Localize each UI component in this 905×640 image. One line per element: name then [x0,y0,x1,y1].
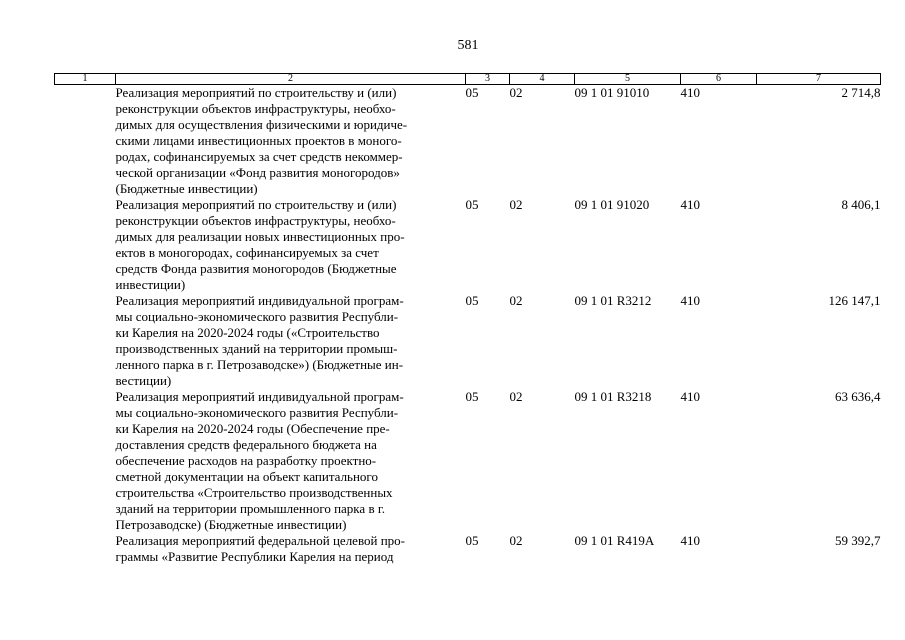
target-article-code: 09 1 01 91020 [574,197,650,212]
description-line: граммы «Развитие Республики Карелия на период [115,549,394,564]
amount-value: 63 636,4 [835,389,881,404]
subsection-code: 02 [509,85,523,100]
expense-type-code: 410 [680,85,700,100]
subsection-code: 02 [509,293,523,308]
description-line: Реализация мероприятий индивидуальной програм- [115,293,404,308]
expense-type-code: 410 [680,533,700,548]
expenditure-description [116,197,466,293]
row-index-cell [55,293,116,389]
expense-type-code: 410 [680,293,700,308]
target-article-code: 09 1 01 R419A [574,533,655,548]
section-code: 05 [465,197,479,212]
table-row [55,85,881,198]
table-row [55,197,881,293]
description-line: скими лицами инвестиционных проектов в моного- [115,133,402,148]
expenditure-description [116,389,466,533]
table-row [55,533,881,565]
expenditure-description [116,533,466,565]
target-article-code: 09 1 01 91010 [574,85,650,100]
target-article-code: 09 1 01 R3218 [574,389,652,404]
description-line: ческой организации «Фонд развития моногородов» [115,165,400,180]
description-line: мы социально-экономического развития Республи- [115,405,399,420]
section-code: 05 [465,389,479,404]
description-line: мы социально-экономического развития Республи- [115,309,399,324]
expenditure-description [116,85,466,198]
column-number-1: 1 [55,74,116,85]
page-number: 581 [457,38,479,53]
description-line: зданий на территории промышленного парка в г. [115,501,385,516]
description-line: ки Карелия на 2020-2024 годы (Обеспечение пре- [115,421,390,436]
description-line: обеспечение расходов на разработку проектно- [115,453,377,468]
description-line: Реализация мероприятий индивидуальной програм- [115,389,404,404]
row-index-cell [55,197,116,293]
amount-value: 8 406,1 [841,197,881,212]
column-number-7: 7 [757,74,881,85]
table-row [55,389,881,533]
expense-type-code: 410 [680,389,700,404]
amount-value: 2 714,8 [841,85,881,100]
amount-value: 126 147,1 [828,293,881,308]
description-line: реконструкции объектов инфраструктуры, необхо- [115,213,396,228]
column-number-2: 2 [116,74,466,85]
description-line: реконструкции объектов инфраструктуры, необхо- [115,101,396,116]
description-line: родах, софинансируемых за счет средств некоммер- [115,149,403,164]
description-line: димых для осуществления физическими и юридиче- [115,117,408,132]
target-article-code: 09 1 01 R3212 [574,293,652,308]
section-code: 05 [465,533,479,548]
description-line: ектов в моногородах, софинансируемых за счет [115,245,379,260]
description-line: Реализация мероприятий по строительству и (или) [115,85,397,100]
expenditure-description [116,293,466,389]
description-line: средств Фонда развития моногородов (Бюджетные [115,261,397,276]
description-line: Реализация мероприятий федеральной целевой про- [115,533,405,548]
subsection-code: 02 [509,197,523,212]
description-line: ки Карелия на 2020-2024 годы («Строительство [115,325,380,340]
column-number-header [55,74,881,85]
description-line: вестиции) [115,373,172,388]
expense-type-code: 410 [680,197,700,212]
description-line: сметной документации на объект капитального [115,469,378,484]
description-line: димых для реализации новых инвестиционных про- [115,229,405,244]
description-line: доставления средств федерального бюджета на [115,437,377,452]
column-number-5: 5 [575,74,681,85]
description-line: Реализация мероприятий по строительству и (или) [115,197,397,212]
description-line: (Бюджетные инвестиции) [115,181,258,196]
subsection-code: 02 [509,389,523,404]
column-number-4: 4 [510,74,575,85]
description-line: строительства «Строительство производственных [115,485,393,500]
row-index-cell [55,85,116,198]
description-line: Петрозаводске) (Бюджетные инвестиции) [115,517,347,532]
amount-value: 59 392,7 [835,533,881,548]
section-code: 05 [465,85,479,100]
section-code: 05 [465,293,479,308]
budget-table [54,73,881,565]
column-number-3: 3 [466,74,510,85]
description-line: ленного парка в г. Петрозаводске») (Бюджетные ин- [115,357,404,372]
description-line: производственных зданий на территории промыш- [115,341,398,356]
subsection-code: 02 [509,533,523,548]
row-index-cell [55,389,116,533]
column-number-6: 6 [681,74,757,85]
row-index-cell [55,533,116,565]
description-line: инвестиции) [115,277,186,292]
table-row [55,293,881,389]
